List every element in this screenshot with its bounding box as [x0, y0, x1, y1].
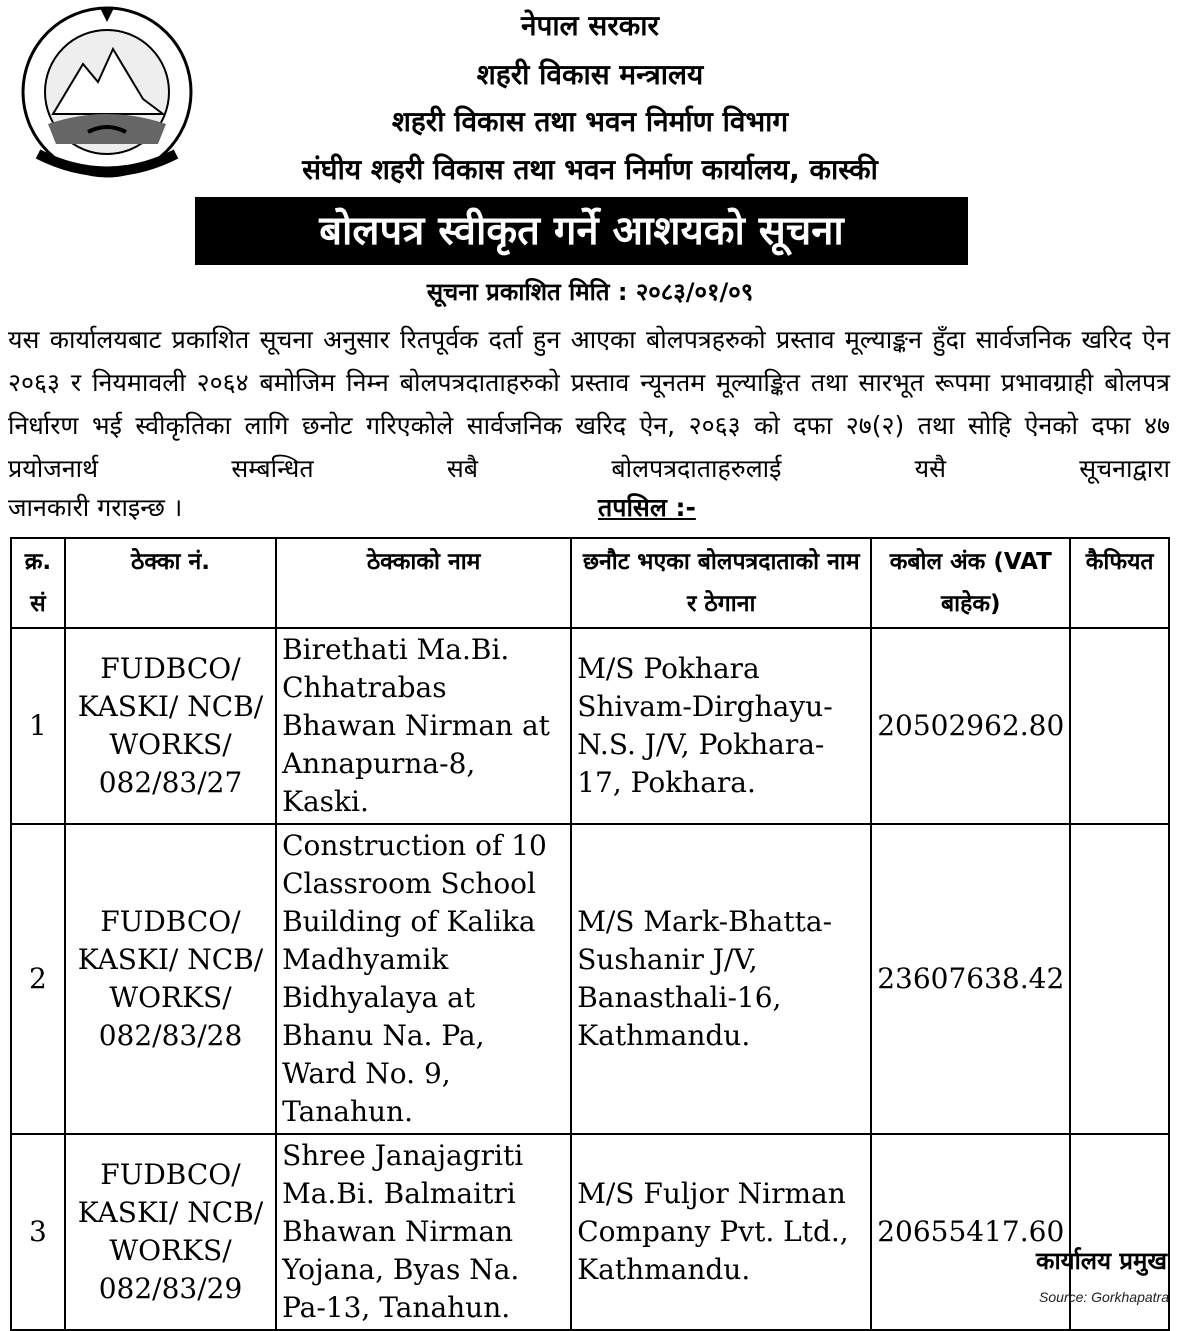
government-name: नेपाल सरकार: [520, 9, 660, 42]
details-label: तपसिल :-: [598, 493, 696, 522]
cell-bidder: M/S Fuljor Nirman Company Pvt. Ltd., Kathmandu.: [571, 1134, 871, 1330]
cell-contract-no: FUDBCO/ KASKI/ NCB/ WORKS/ 082/83/27: [65, 628, 276, 824]
nepal-government-emblem: [18, 4, 196, 184]
cell-contract-name: Shree Janajagriti Ma.Bi. Balmaitri Bhawan Nirman Yojana, Byas Na. Pa-13, Tanahun.: [276, 1134, 571, 1330]
table-row: [11, 824, 1169, 1134]
cell-contract-no: FUDBCO/ KASKI/ NCB/ WORKS/ 082/83/28: [65, 824, 276, 1134]
cell-amount: 20502962.80: [871, 628, 1070, 824]
cell-bidder: M/S Pokhara Shivam-Dirghayu-N.S. J/V, Pokhara-17, Pokhara.: [571, 628, 871, 824]
cell-sn: 3: [11, 1134, 65, 1330]
cell-contract-name: Construction of 10 Classroom School Building of Kalika Madhyamik Bidhyalaya at Bhanu Na. Pa, Ward No. 9, Tanahun.: [276, 824, 571, 1134]
table-row: [11, 628, 1169, 824]
col-sn: क्र. सं: [11, 538, 65, 628]
col-remarks: कैफियत: [1070, 538, 1169, 628]
signature-office-chief: कार्यालय प्रमुख: [1036, 1247, 1167, 1275]
table-header-row: [11, 538, 1169, 628]
cell-contract-name: Birethati Ma.Bi. Chhatrabas Bhawan Nirman at Annapurna-8, Kaski.: [276, 628, 571, 824]
cell-amount: 20655417.60: [871, 1134, 1070, 1330]
cell-bidder: M/S Mark-Bhatta-Sushanir J/V, Banasthali-16, Kathmandu.: [571, 824, 871, 1134]
col-amount: कबोल अंक (VAT बाहेक): [871, 538, 1070, 628]
office-name: संघीय शहरी विकास तथा भवन निर्माण कार्यालय, कास्की: [302, 153, 878, 186]
ministry-name: शहरी विकास मन्त्रालय: [476, 58, 704, 91]
bid-table: [10, 537, 1170, 1331]
cell-sn: 2: [11, 824, 65, 1134]
cell-amount: 23607638.42: [871, 824, 1070, 1134]
col-contract-no: ठेक्का नं.: [65, 538, 276, 628]
cell-contract-no: FUDBCO/ KASKI/ NCB/ WORKS/ 082/83/29: [65, 1134, 276, 1330]
notice-body: यस कार्यालयबाट प्रकाशित सूचना अनुसार रितपूर्वक दर्ता हुन आएका बोलपत्रहरुको प्रस्ताव मूल्याङ्कन हुँदा सार्वजनिक खरिद ऐन २०६३ र नियमावली २०६४ बमोजिम निम्न बोलपत्रदाताहरुको प्रस्ताव न्यूनतम मूल्याङ्कित तथा सारभूत रूपमा प्रभावग्राही बोलपत्र निर्धारण भई स्वीकृतिका लागि छनोट गरिएकोले सार्वजनिक खरिद ऐन, २०६३ को दफा २७(२) तथा सोहि ऐनको दफा ४७ प्रयोजनार्थ सम्बन्धित सबै बोलपत्रदाताहरुलाई यसै सूचनाद्वारा: [8, 325, 1170, 483]
publish-date: सूचना प्रकाशित मिति : २०८३/०१/०९: [426, 278, 754, 306]
table-row: [11, 1134, 1169, 1330]
source-credit: Source: Gorkhapatra: [1039, 1289, 1169, 1305]
notice-title: बोलपत्र स्वीकृत गर्ने आशयको सूचना: [195, 197, 968, 265]
col-contract-name: ठेक्काको नाम: [276, 538, 571, 628]
cell-sn: 1: [11, 628, 65, 824]
department-name: शहरी विकास तथा भवन निर्माण विभाग: [391, 105, 789, 138]
cell-remarks: [1070, 628, 1169, 824]
col-bidder: छनौट भएका बोलपत्रदाताको नाम र ठेगाना: [571, 538, 871, 628]
cell-remarks: [1070, 824, 1169, 1134]
notice-body-end: जानकारी गराइन्छ ।: [8, 493, 183, 522]
